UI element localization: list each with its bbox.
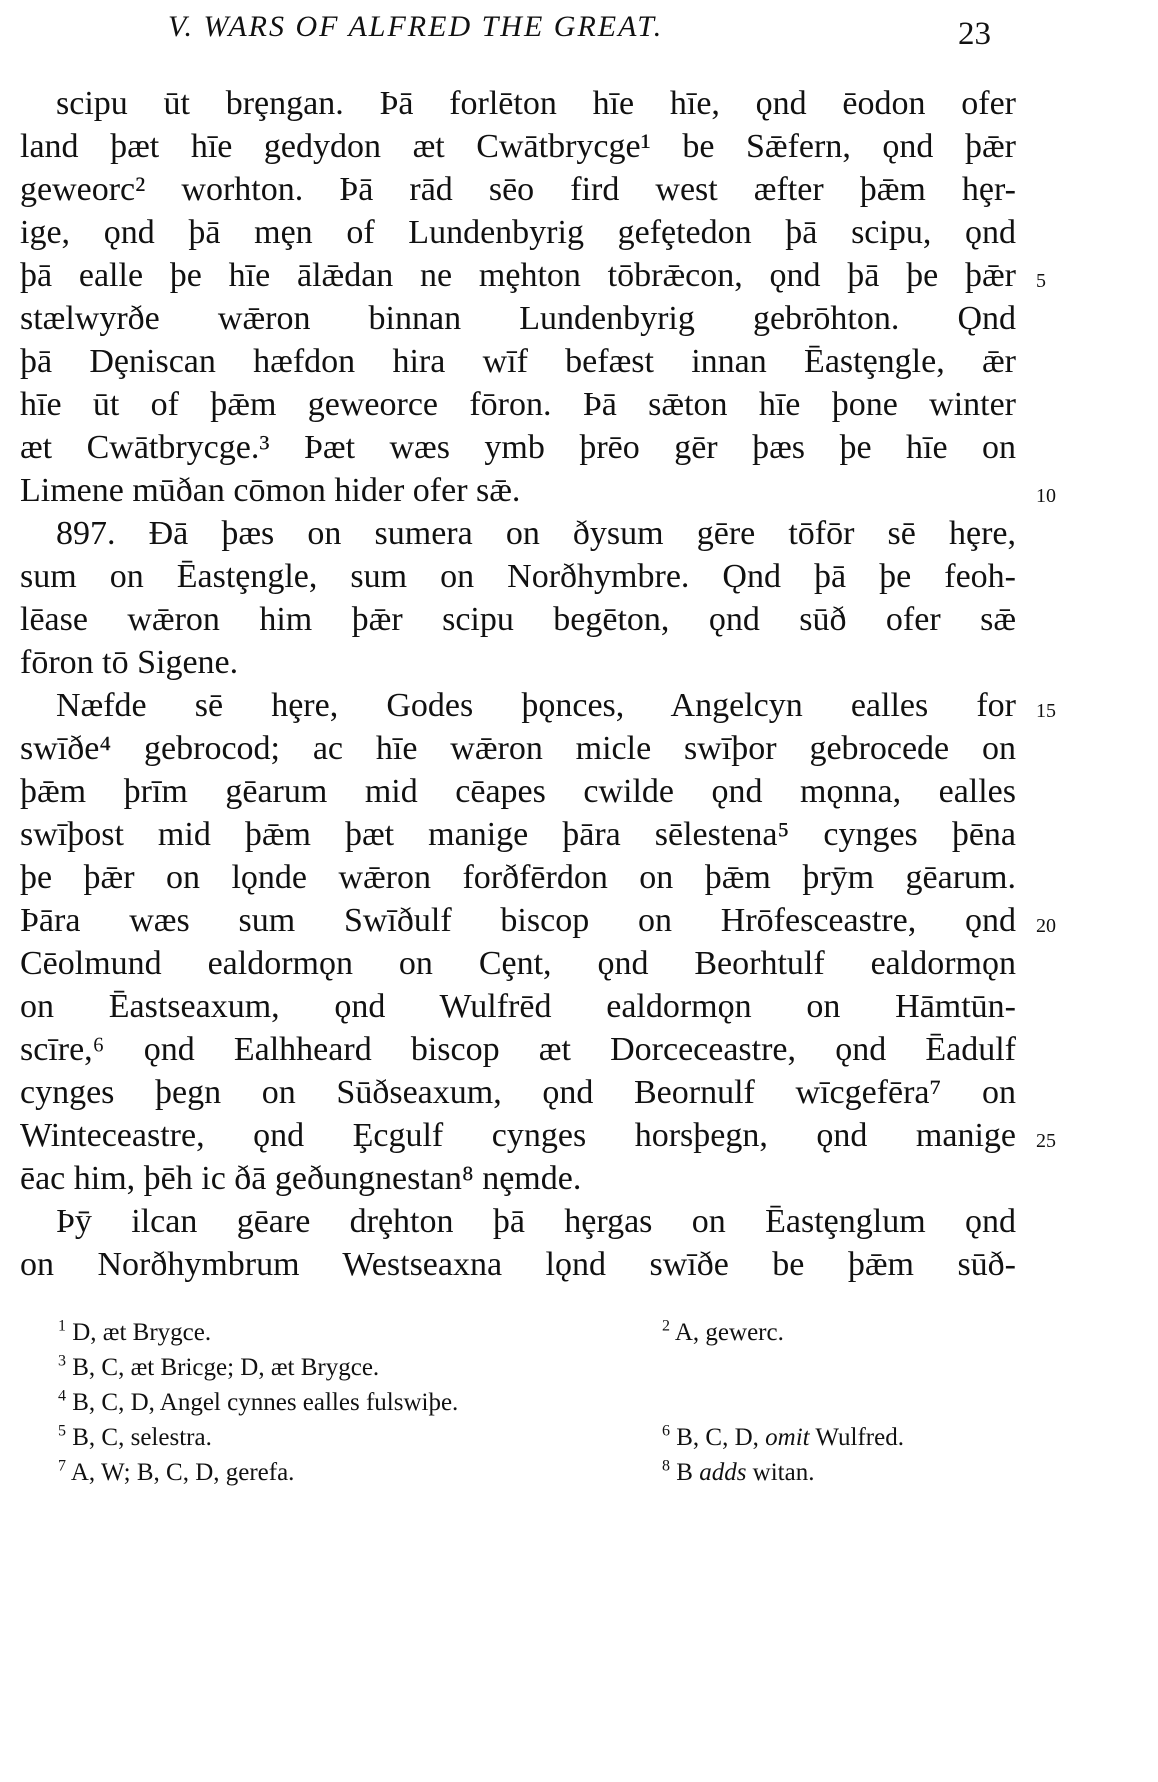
page-number: 23 <box>958 16 991 52</box>
text-line: Limene mūðan cōmon hider ofer sǣ. <box>20 472 521 509</box>
text-line: sum on Ēastȩngle, sum on Norðhymbre. Ǫnd þā þe feoh- <box>20 558 1016 595</box>
text-line: þā ealle þe hīe ālǣdan ne mȩhton tōbrǣcon, ǫnd þā þe þǣr <box>20 257 1016 294</box>
text-line: þā Dȩniscan hæfdon hira wīf befæst innan Ēastȩngle, ǣr <box>20 343 1016 380</box>
text-line: on Ēastseaxum, ǫnd Wulfrēd ealdormǫn on Hāmtūn- <box>20 988 1016 1025</box>
text-line: ige, ǫnd þā mȩn of Lundenbyrig gefȩtedon þā scipu, ǫnd <box>20 214 1016 251</box>
footnote-2 <box>662 1318 784 1348</box>
page-header <box>0 10 1158 60</box>
text-line: Þȳ ilcan gēare drȩhton þā hȩrgas on Ēastȩnglum ǫnd <box>56 1203 1016 1240</box>
line-number: 15 <box>1036 700 1056 722</box>
footnote-mark: 1 <box>58 1317 66 1335</box>
footnote-mark: 8 <box>662 1457 670 1475</box>
footnote-text-italic: omit <box>765 1424 810 1451</box>
footnote-text: B, C, æt Bricge; D, æt Brygce. <box>72 1354 380 1381</box>
footnote-3 <box>58 1353 379 1383</box>
footnote-1 <box>58 1318 211 1348</box>
text-line: þe þǣr on lǫnde wǣron forðfērdon on þǣm þrȳm gēarum. <box>20 859 1016 896</box>
footnote-mark: 4 <box>58 1387 66 1405</box>
footnote-mark: 3 <box>58 1352 66 1370</box>
footnote-mark: 2 <box>662 1317 670 1335</box>
text-line: Þāra wæs sum Swīðulf biscop on Hrōfesceastre, ǫnd <box>20 902 1016 939</box>
footnote-text: witan. <box>752 1459 815 1486</box>
text-line: on Norðhymbrum Westseaxna lǫnd swīðe be þǣm sūð- <box>20 1246 1016 1283</box>
footnote-4 <box>58 1388 458 1418</box>
running-title: V. WARS OF ALFRED THE GREAT. <box>168 10 664 43</box>
footnote-text: A, gewerc. <box>674 1319 784 1346</box>
footnote-text: Wulfred. <box>815 1424 904 1451</box>
footnote-6 <box>662 1423 904 1453</box>
footnote-text: A, W; B, C, D, gerefa. <box>70 1459 295 1486</box>
text-line: 897. Ðā þæs on sumera on ðysum gēre tōfōr sē hȩre, <box>56 515 1016 552</box>
text-line: scīre,⁶ ǫnd Ealhheard biscop æt Dorceceastre, ǫnd Ēadulf <box>20 1031 1016 1068</box>
text-line: geweorc² worhton. Þā rād sēo fird west æfter þǣm hȩr- <box>20 171 1016 208</box>
text-line: þǣm þrīm gēarum mid cēapes cwilde ǫnd mǫnna, ealles <box>20 773 1016 810</box>
text-line: Næfde sē hȩre, Godes þǫnces, Angelcyn ealles for <box>56 687 1016 724</box>
footnote-text: B, C, D, Angel cynnes ealles fulswiþe. <box>72 1389 459 1416</box>
text-line: cynges þegn on Sūðseaxum, ǫnd Beornulf wīcgefēra⁷ on <box>20 1074 1016 1111</box>
footnote-8 <box>662 1458 814 1488</box>
footnote-text: B, C, selestra. <box>72 1424 212 1451</box>
footnote-7 <box>58 1458 294 1488</box>
text-line: Cēolmund ealdormǫn on Cȩnt, ǫnd Beorhtulf ealdormǫn <box>20 945 1016 982</box>
footnote-5 <box>58 1423 212 1453</box>
footnote-text: D, æt Brygce. <box>72 1319 212 1346</box>
footnote-text: B, C, D, <box>676 1424 759 1451</box>
text-line: swīþost mid þǣm þæt manige þāra sēlestena⁵ cynges þēna <box>20 816 1016 853</box>
text-line: land þæt hīe gedydon æt Cwātbrycge¹ be Sǣfern, ǫnd þǣr <box>20 128 1016 165</box>
footnote-mark: 7 <box>58 1457 66 1475</box>
text-line: scipu ūt brȩngan. Þā forlēton hīe hīe, ǫnd ēodon ofer <box>56 85 1016 122</box>
text-line: ēac him, þēh ic ðā geðungnestan⁸ nȩmde. <box>20 1160 582 1197</box>
text-line: stælwyrðe wǣron binnan Lundenbyrig gebrōhton. Ǫnd <box>20 300 1016 337</box>
text-line: Winteceastre, ǫnd Ȩcgulf cynges horsþegn, ǫnd manige <box>20 1117 1016 1154</box>
footnote-text-italic: adds <box>699 1459 747 1486</box>
line-number: 10 <box>1036 485 1056 507</box>
text-line: fōron tō Sigene. <box>20 644 239 681</box>
text-line: swīðe⁴ gebrocod; ac hīe wǣron micle swīþor gebrocede on <box>20 730 1016 767</box>
footnote-text: B <box>676 1459 693 1486</box>
footnote-mark: 6 <box>662 1422 670 1440</box>
text-line: æt Cwātbrycge.³ Þæt wæs ymb þrēo gēr þæs þe hīe on <box>20 429 1016 466</box>
text-line: lēase wǣron him þǣr scipu begēton, ǫnd sūð ofer sǣ <box>20 601 1016 638</box>
footnote-mark: 5 <box>58 1422 66 1440</box>
text-line: hīe ūt of þǣm geweorce fōron. Þā sǣton hīe þone winter <box>20 386 1016 423</box>
line-number: 20 <box>1036 915 1056 937</box>
line-number: 25 <box>1036 1130 1056 1152</box>
line-number: 5 <box>1036 270 1046 292</box>
